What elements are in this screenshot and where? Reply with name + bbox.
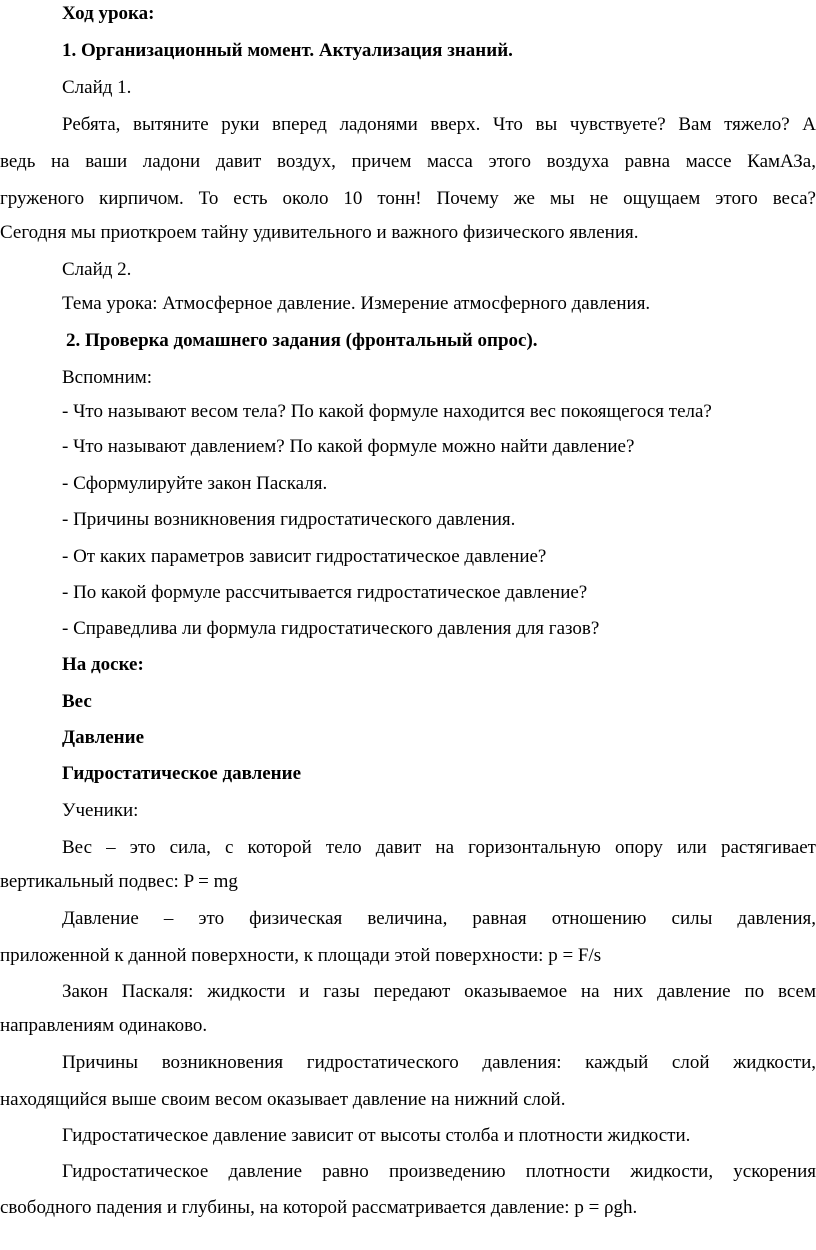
question-item: - По какой формуле рассчитывается гидростатическое давление? [62,582,588,603]
answer-pascal-line: направлениям одинаково. [0,1015,208,1036]
answer-depends-line: Гидростатическое давление зависит от высоты столба и плотности жидкости. [62,1125,691,1146]
question-item: - От каких параметров зависит гидростатическое давление? [62,546,547,567]
board-item-weight: Вес [62,691,92,712]
slide-2-label: Слайд 2. [62,259,132,280]
answer-causes-line: Причины возникновения гидростатического давления: каждый слой жидкости, [62,1052,816,1073]
students-label: Ученики: [62,800,139,821]
intro-paragraph-line: Сегодня мы приоткроем тайну удивительного и важного физического явления. [0,222,639,243]
section-1-heading: 1. Организационный момент. Актуализация знаний. [62,40,513,61]
answer-weight-line: вертикальный подвес: P = mg [0,871,238,892]
question-item: - Что называют давлением? По какой формуле можно найти давление? [62,436,635,457]
question-item: - Справедлива ли формула гидростатического давления для газов? [62,618,600,639]
answer-pressure-line: Давление – это физическая величина, равная отношению силы давления, [62,908,816,929]
question-item: - Сформулируйте закон Паскаля. [62,473,328,494]
answer-weight-line: Вес – это сила, с которой тело давит на горизонтальную опору или растягивает [62,837,816,858]
answer-formula-line: Гидростатическое давление равно произведению плотности жидкости, ускорения [62,1161,816,1182]
question-item: - Причины возникновения гидростатического давления. [62,509,516,530]
board-item-hydrostatic-pressure: Гидростатическое давление [62,763,302,784]
intro-paragraph-line: Ребята, вытяните руки вперед ладонями вверх. Что вы чувствуете? Вам тяжело? А [62,114,816,135]
slide-1-label: Слайд 1. [62,77,132,98]
recall-label: Вспомним: [62,367,153,388]
lesson-topic: Тема урока: Атмосферное давление. Измерение атмосферного давления. [62,293,651,314]
question-item: - Что называют весом тела? По какой формуле находится вес покоящегося тела? [62,401,712,422]
lesson-heading: Ход урока: [62,3,155,24]
answer-pressure-line: приложенной к данной поверхности, к площади этой поверхности: p = F/s [0,945,602,966]
answer-formula-line: свободного падения и глубины, на которой рассматривается давление: p = ρgh. [0,1197,638,1218]
board-item-pressure: Давление [62,727,145,748]
section-2-heading: 2. Проверка домашнего задания (фронтальный опрос). [66,330,538,351]
intro-paragraph-line: груженого кирпичом. То есть около 10 тонн! Почему же мы не ощущаем этого веса? [0,188,816,209]
answer-causes-line: находящийся выше своим весом оказывает давление на нижний слой. [0,1089,566,1110]
intro-paragraph-line: ведь на ваши ладони давит воздух, причем масса этого воздуха равна массе КамАЗа, [0,151,816,172]
answer-pascal-line: Закон Паскаля: жидкости и газы передают оказываемое на них давление по всем [62,981,816,1002]
board-label: На доске: [62,654,144,675]
